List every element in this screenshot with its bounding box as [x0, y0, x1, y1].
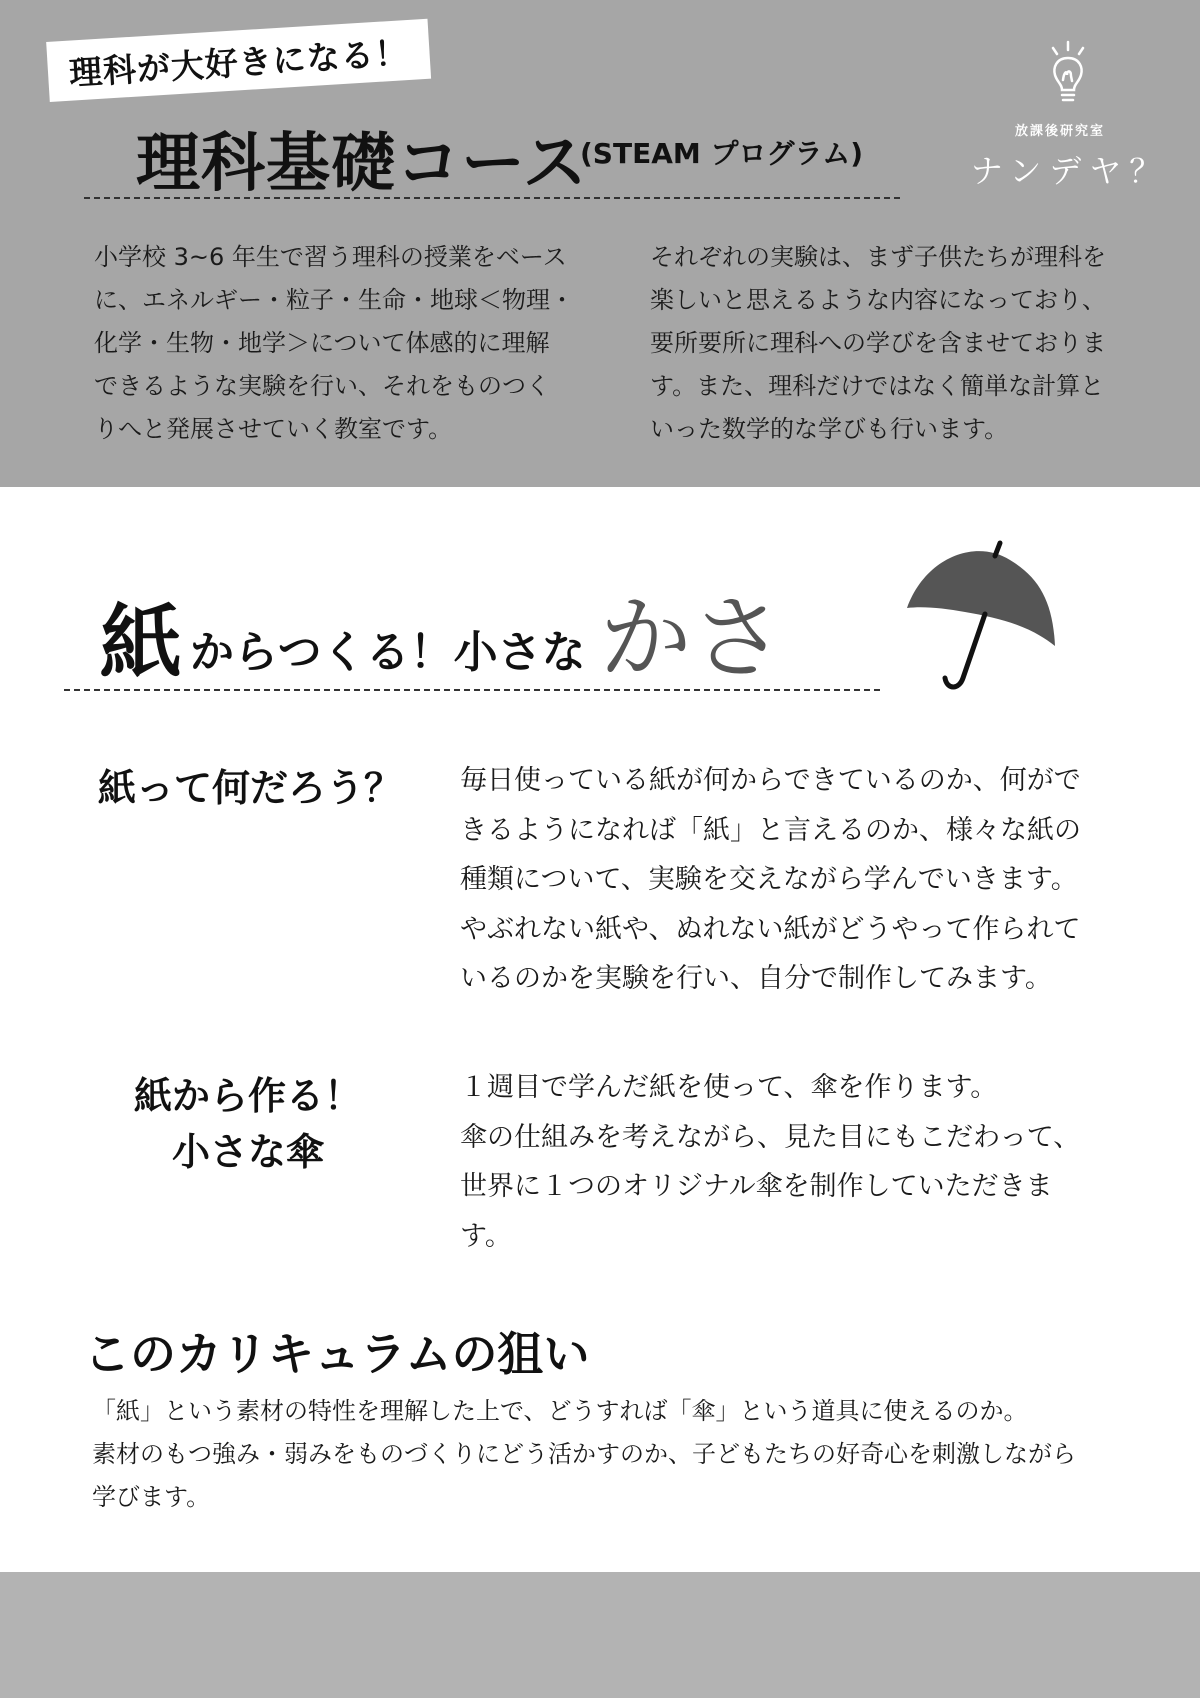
- section2-line: 世界に１つのオリジナル傘を制作していただきま: [460, 1171, 1053, 1202]
- intro-left-line: 小学校 3~6 年生で習う理科の授業をベース: [94, 243, 567, 271]
- section2-heading-line: 紙から作る！: [133, 1074, 362, 1118]
- umbrella-icon: [905, 538, 1065, 698]
- intro-left-line: 化学・生物・地学＞について体感的に理解: [94, 329, 550, 357]
- section2-heading: [108, 1068, 388, 1180]
- section1-heading: 紙って何だろう？: [98, 766, 403, 810]
- course-title: 理科基礎コース: [136, 127, 588, 201]
- logo: [970, 40, 1170, 190]
- tagline-text: 理科が大好きになる！: [67, 32, 410, 93]
- section1-line: やぶれない紙や、ぬれない紙がどうやって作られて: [460, 913, 1081, 945]
- section2-heading-line: 小さな傘: [171, 1130, 324, 1174]
- course-subtitle: (STEAM プログラム): [580, 137, 863, 170]
- aim-line: 学びます。: [92, 1483, 211, 1511]
- aim-body: [92, 1390, 1152, 1519]
- umbrella-title: [100, 585, 784, 692]
- footer-band: [0, 1572, 1200, 1698]
- section1-line: 種類について、実験を交えながら学んでいきます。: [460, 864, 1078, 895]
- section2-line: す。: [460, 1220, 512, 1252]
- intro-right-line: それぞれの実験は、まず子供たちが理科を: [650, 243, 1106, 271]
- intro-left: [94, 236, 614, 451]
- intro-left-line: できるような実験を行い、それをものつく: [94, 372, 550, 400]
- logo-title: ナンデヤ？: [970, 152, 1170, 190]
- section2-body: [460, 1063, 1120, 1261]
- intro-right-line: す。また、理科だけではなく簡単な計算と: [650, 372, 1105, 400]
- aim-heading: このカリキュラムの狙い: [84, 1327, 590, 1381]
- logo-subtitle: 放課後研究室: [1014, 124, 1105, 139]
- section2-line: １週目で学んだ紙を使って、傘を作ります。: [460, 1072, 998, 1103]
- section1-body: [460, 756, 1120, 1004]
- section2-line: 傘の仕組みを考えながら、見た目にもこだわって、: [460, 1121, 1081, 1153]
- section1-line: いるのかを実験を行い、自分で制作してみます。: [460, 963, 1052, 994]
- intro-left-line: りへと発展させていく教室です。: [94, 415, 453, 443]
- lightbulb-icon: [1043, 40, 1093, 110]
- intro-right-line: 楽しいと思えるような内容になっており、: [650, 286, 1106, 314]
- umbrella-title-divider: [64, 689, 880, 691]
- intro-right-line: 要所要所に理科への学びを含ませておりま: [650, 329, 1106, 357]
- title-divider: [84, 197, 900, 199]
- aim-line: 素材のもつ強み・弱みをものづくりにどう活かすのか、子どもたちの好奇心を刺激しながら: [92, 1440, 1076, 1468]
- aim-line: 「紙」という素材の特性を理解した上で、どうすれば「傘」という道具に使えるのか。: [92, 1397, 1028, 1425]
- umbrella-title-kanji: 紙: [100, 596, 183, 691]
- umbrella-title-middle: からつくる！小さな: [190, 627, 586, 678]
- intro-right-line: いった数学的な学びも行います。: [650, 415, 1009, 443]
- intro-right: [650, 236, 1170, 451]
- intro-left-line: に、エネルギー・粒子・生命・地球＜物理・: [94, 286, 574, 314]
- section1-line: 毎日使っている紙が何からできているのか、何がで: [460, 765, 1081, 796]
- section1-line: きるようになれば「紙」と言えるのか、様々な紙の: [460, 814, 1081, 846]
- umbrella-title-kasa: かさ: [599, 585, 784, 692]
